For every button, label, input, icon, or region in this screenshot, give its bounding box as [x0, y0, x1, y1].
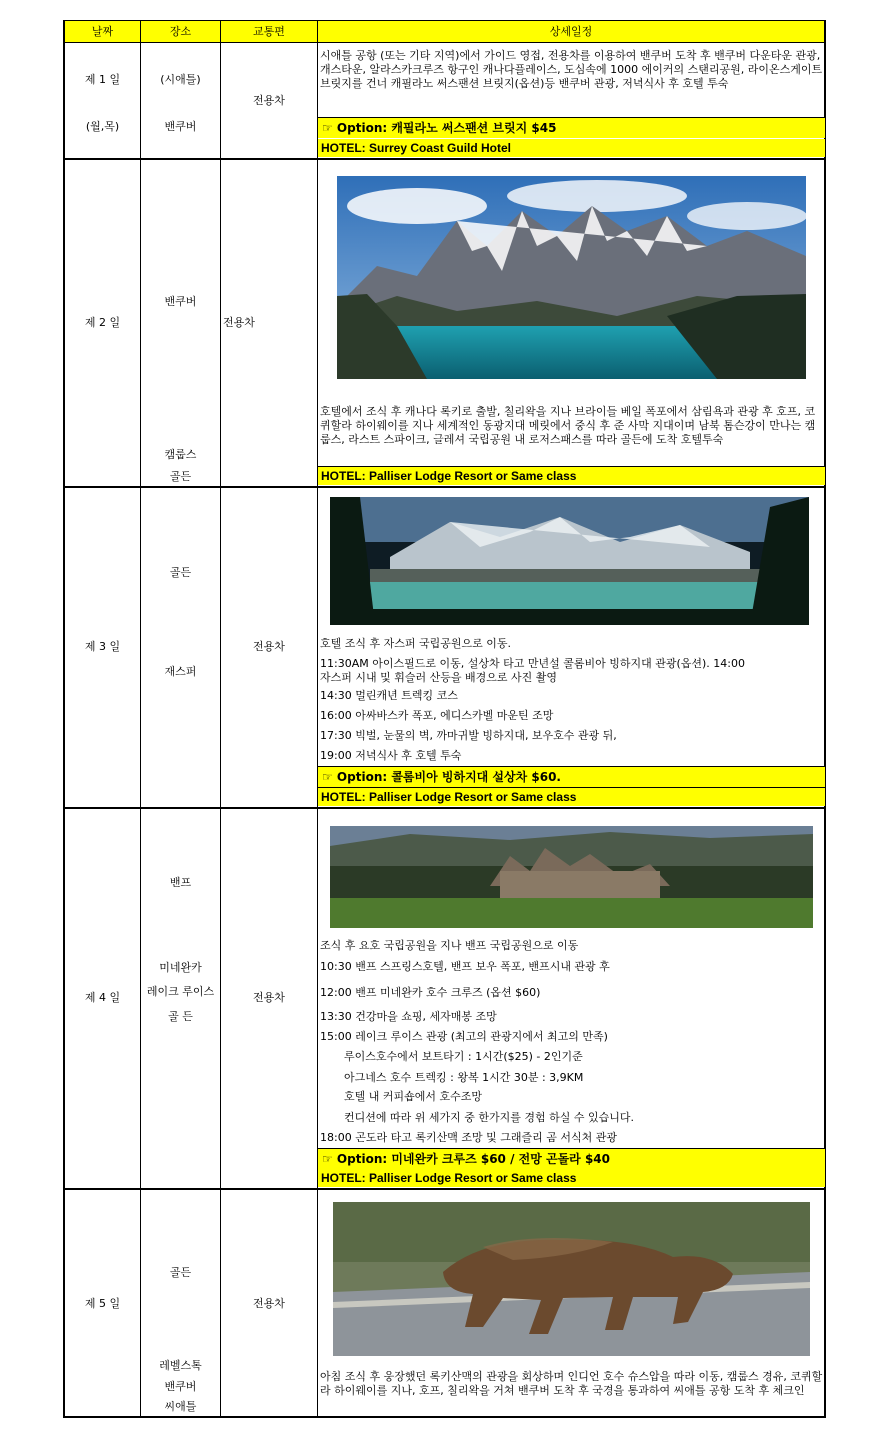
place: 레벨스톡	[159, 1359, 202, 1372]
day-description: 시애틀 공항 (또는 기타 지역)에서 가이드 영접, 전용차를 이용하여 밴쿠버 도착 후 밴쿠버 다운타운 관광, 개스타운, 알라스카크루즈 항구인 캐나다플레이스, 도심속에 1000 에이커의 스탠리공원, 라이온스게이트 브릿지를 건너 캐필라노 써스팬션 브릿지(옵션)등 밴쿠버 관광, 저녁식사 후 호텔 투숙	[320, 49, 823, 90]
place: 골 든	[168, 1010, 193, 1023]
place: 밴프	[169, 876, 192, 889]
day-label: 제 5 일	[84, 1297, 121, 1310]
hotel-banner: HOTEL: Surrey Coast Guild Hotel	[318, 139, 825, 157]
table-border-bottom	[63, 1416, 826, 1418]
schedule-line: 15:00 레이크 루이스 관광 (최고의 관광지에서 최고의 만족)	[320, 1030, 608, 1043]
schedule-line: 17:30 빅벌, 눈물의 벽, 까마귀발 빙하지대, 보우호수 관광 뒤,	[320, 729, 617, 742]
schedule-line: 10:30 밴프 스프링스호텔, 밴프 보우 폭포, 밴프시내 관광 후	[320, 960, 610, 973]
day-label: 제 3 일	[84, 640, 121, 653]
header-schedule: 상세일정	[318, 21, 824, 42]
option-banner: ☞ Option: 콜롬비아 빙하지대 설상차 $60.	[318, 767, 825, 787]
header-date: 날짜	[65, 21, 140, 42]
option-banner: ☞ Option: 미네완카 크루즈 $60 / 전망 곤돌라 $40	[318, 1149, 825, 1169]
schedule-line: 11:30AM 아이스필드로 이동, 설상차 타고 만년설 콜롬비아 빙하지대 관광(옵션). 14:00	[320, 657, 745, 670]
schedule-line: 루이스호수에서 보트타기 : 1시간($25) - 2인기준	[344, 1050, 583, 1063]
schedule-line: 19:00 저녁식사 후 호텔 투숙	[320, 749, 462, 762]
day-description: 아침 조식 후 웅장했던 록키산맥의 관광을 회상하며 인디언 호수 슈스압을 따라 이동, 캠룹스 경유, 코퀴할라 하이웨이를 지나, 호프, 칠리왁을 거쳐 밴쿠버 도착 후 국경을 통과하여 씨애틀 공항 도착 후 체크인	[320, 1370, 823, 1397]
day-label: 제 4 일	[84, 991, 121, 1004]
schedule-line: 조식 후 요호 국립공원을 지나 밴프 국립공원으로 이동	[320, 939, 579, 952]
hotel-banner: HOTEL: Palliser Lodge Resort or Same class	[318, 788, 825, 806]
place: 씨애틀	[164, 1400, 197, 1413]
day-label: 제 1 일	[84, 73, 121, 86]
transport: 전용차	[253, 94, 285, 107]
row-divider	[63, 486, 826, 488]
place: (시애틀)	[160, 73, 201, 86]
place: 캠룹스	[164, 448, 197, 461]
option-banner: ☞ Option: 캐필라노 써스팬션 브릿지 $45	[318, 118, 825, 138]
schedule-line: 18:00 곤도라 타고 록키산맥 조망 및 그래즐리 곰 서식처 관광	[320, 1131, 617, 1144]
col-divider	[140, 20, 141, 1418]
transport: 전용차	[223, 316, 255, 329]
day-label: 제 2 일	[84, 316, 121, 329]
schedule-line: 14:30 멀린캐년 트렉킹 코스	[320, 689, 458, 702]
place: 밴쿠버	[164, 295, 197, 308]
place: 밴쿠버	[164, 120, 197, 133]
header-transport: 교통편	[221, 21, 317, 42]
place: 골든	[169, 470, 192, 483]
table-border-left	[63, 20, 65, 1418]
place: 재스퍼	[164, 665, 197, 678]
place: 레이크 루이스	[146, 985, 215, 998]
grizzly-bear-photo	[333, 1202, 810, 1356]
schedule-line: 컨디션에 따라 위 세가지 중 한가지를 경험 하실 수 있습니다.	[344, 1111, 634, 1124]
header-place: 장소	[141, 21, 220, 42]
day-weekday: (월,목)	[85, 120, 120, 133]
place: 미네완카	[159, 961, 202, 974]
row-divider	[63, 1188, 826, 1190]
schedule-line: 자스퍼 시내 및 휘슬러 산등을 배경으로 사진 촬영	[320, 671, 557, 684]
hotel-banner: HOTEL: Palliser Lodge Resort or Same class	[318, 1169, 825, 1187]
glacier-lake-photo	[330, 497, 809, 625]
schedule-line: 13:30 건강마을 쇼핑, 세자매봉 조망	[320, 1010, 497, 1023]
schedule-line: 호텔 내 커피숍에서 호수조망	[344, 1090, 483, 1103]
row-divider	[63, 158, 826, 160]
row-divider	[63, 807, 826, 809]
table-border-right	[824, 20, 826, 1418]
mountain-lake-photo	[337, 176, 806, 379]
place: 밴쿠버	[164, 1380, 197, 1393]
transport: 전용차	[253, 991, 285, 1004]
row-divider	[63, 42, 826, 43]
place: 골든	[169, 1266, 192, 1279]
transport: 전용차	[253, 640, 285, 653]
schedule-line: 16:00 아싸바스카 폭포, 에디스카벨 마운틴 조망	[320, 709, 554, 722]
schedule-line: 호텔 조식 후 자스퍼 국립공원으로 이동.	[320, 637, 511, 650]
col-divider	[317, 20, 318, 1418]
banff-hotel-photo	[330, 826, 813, 928]
schedule-line: 12:00 밴프 미네완카 호수 크루즈 (옵션 $60)	[320, 986, 541, 999]
place: 골든	[169, 566, 192, 579]
day-description: 호텔에서 조식 후 캐나다 록키로 출발, 칠리왁을 지나 브라이들 베일 폭포에서 삼림욕과 관광 후 호프, 코퀴할라 하이웨이를 지나 세계적인 동광지대 메릿에서 중식 후 준 사막 지대이며 남북 톰슨강이 만나는 캠룹스, 라스트 스파이크, 글레셔 국립공원 내 로저스패스를 따라 골든에 도착 호텔투숙	[320, 405, 816, 446]
transport: 전용차	[253, 1297, 285, 1310]
col-divider	[220, 20, 221, 1418]
schedule-line: 아그네스 호수 트렉킹 : 왕복 1시간 30분 : 3,9KM	[344, 1071, 584, 1084]
hotel-banner: HOTEL: Palliser Lodge Resort or Same class	[318, 467, 825, 485]
